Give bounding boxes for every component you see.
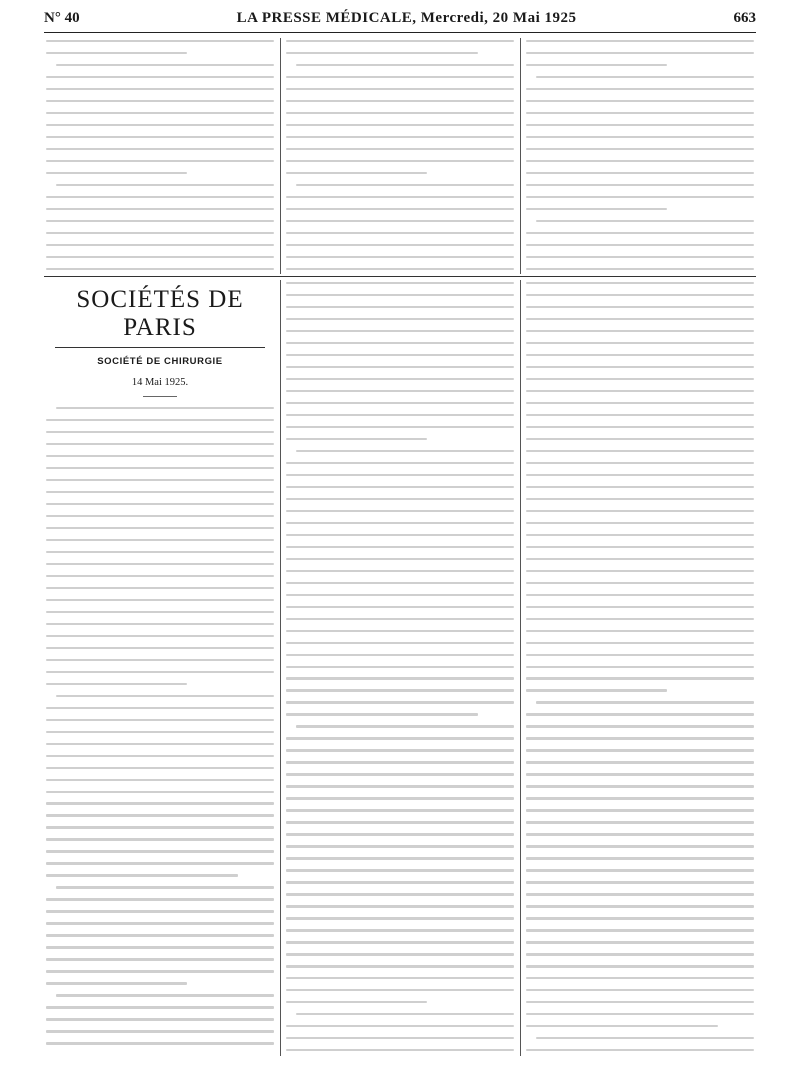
article-continuation-text xyxy=(46,40,274,272)
header-rule xyxy=(44,32,756,33)
section-title-rule xyxy=(55,347,265,348)
article-continuation-text xyxy=(286,40,514,272)
article-continuation-text xyxy=(526,40,754,272)
upper-column-3 xyxy=(526,40,754,272)
society-name: SOCIÉTÉ DE CHIRURGIE xyxy=(97,356,223,367)
column-divider xyxy=(520,280,521,1056)
section-title: SOCIÉTÉS DE PARIS xyxy=(76,286,244,341)
lower-column-3 xyxy=(526,282,754,1052)
upper-column-1 xyxy=(46,40,274,272)
proceedings-text xyxy=(46,407,274,1052)
upper-column-2 xyxy=(286,40,514,272)
lower-column-2 xyxy=(286,282,514,1052)
running-head xyxy=(44,6,756,30)
column-divider xyxy=(520,38,521,274)
journal-title: LA PRESSE MÉDICALE, Mercredi, 20 Mai 1925 xyxy=(236,9,577,26)
section-divider xyxy=(44,276,756,277)
date-rule xyxy=(143,396,177,397)
proceedings-text xyxy=(286,282,514,1052)
proceedings-text xyxy=(526,282,754,1052)
page-number: 663 xyxy=(733,9,756,26)
issue-number: N° 40 xyxy=(44,9,80,26)
session-date: 14 Mai 1925. xyxy=(131,377,189,388)
column-divider xyxy=(280,280,281,1056)
lower-column-1 xyxy=(46,282,274,1052)
column-divider xyxy=(280,38,281,274)
